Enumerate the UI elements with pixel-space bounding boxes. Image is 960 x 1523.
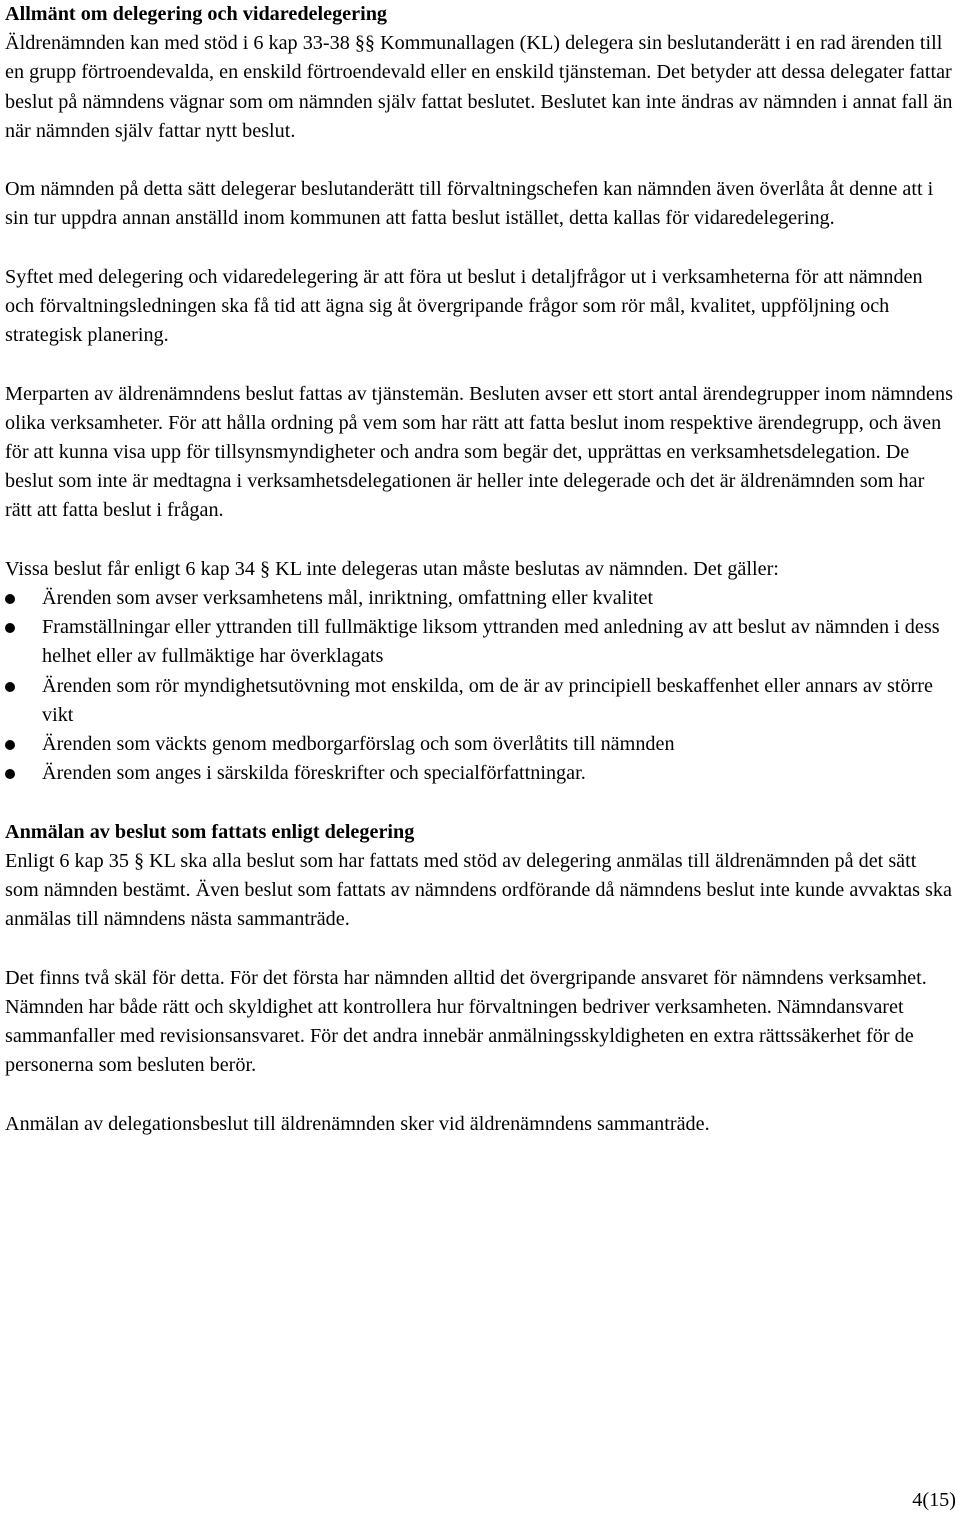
bullet-icon [5, 769, 15, 779]
section-heading-delegation: Allmänt om delegering och vidaredelegering [5, 3, 388, 25]
paragraph-syfte: Syftet med delegering och vidaredelegering är att föra ut beslut i detaljfrågor ut i verksamheterna för att nämnden och förvaltningsledningen ska få tid att ägna sig åt övergripande frågor som rör mål, kvalitet, uppföljning och strategisk planering. [5, 265, 923, 347]
bullet-icon [5, 623, 15, 633]
paragraph-enligt-kl: Enligt 6 kap 35 § KL ska alla beslut som har fattats med stöd av delegering anmälas till äldrenämnden på det sätt som nämnden bestämt. Även beslut som fattats av nämndens ordförande då nämndens beslut inte kunde avvaktas ska anmälas till nämndens nästa sammanträde. [5, 849, 952, 931]
list-item: Ärenden som rör myndighetsutövning mot enskilda, om de är av principiell beskaffenhet eller annars av större vikt [5, 672, 955, 730]
paragraph-tva-skal: Det finns två skäl för detta. För det första har nämnden alltid det övergripande ansvaret för nämndens verksamhet. Nämnden har både rätt och skyldighet att kontrollera hur förvaltningen bedriver verksamheten. Nämndansvaret sammanfaller med revisionsansvaret. För det andra innebär anmälningsskyldigheten en extra rättssäkerhet för de personerna som besluten berör. [5, 966, 927, 1077]
list-item: Ärenden som väckts genom medborgarförslag och som överlåtits till nämnden [5, 730, 955, 759]
bullet-icon [5, 740, 15, 750]
document-page [5, 0, 955, 1168]
bullet-icon [5, 682, 15, 692]
bullet-icon [5, 594, 15, 604]
paragraph-anmalan-sammantrade: Anmälan av delegationsbeslut till äldrenämnden sker vid äldrenämndens sammanträde. [5, 1112, 710, 1135]
page-number: 4(15) [912, 1489, 956, 1511]
bullet-list-non-delegable [5, 584, 955, 788]
list-item: Ärenden som avser verksamhetens mål, inriktning, omfattning eller kvalitet [5, 584, 955, 613]
paragraph-vissa-beslut: Vissa beslut får enligt 6 kap 34 § KL inte delegeras utan måste beslutas av nämnden. Det gäller: [5, 557, 779, 580]
list-item: Ärenden som anges i särskilda föreskrifter och specialförfattningar. [5, 759, 955, 788]
paragraph-vidaredelegering: Om nämnden på detta sätt delegerar beslutanderätt till förvaltningschefen kan nämnden även överlåta åt denne att i sin tur uppdra annan anställd inom kommunen att fatta beslut istället, detta kallas för vidaredelegering. [5, 178, 934, 230]
paragraph-merparten: Merparten av äldrenämndens beslut fattas av tjänstemän. Besluten avser ett stort antal ärendegrupper inom nämndens olika verksamheter. För att hålla ordning på vem som har rätt att fatta beslut inom respektive ärendegrupp, och även för att kunna visa upp för tillsynsmyndigheter och andra som begär det, upprättas en verksamhetsdelegation. De beslut som inte är medtagna i verksamhetsdelegationen är heller inte delegerade och det är äldrenämnden som har rätt att fatta beslut i frågan. [5, 382, 953, 522]
section-heading-anmalan: Anmälan av beslut som fattats enligt delegering [5, 820, 415, 843]
paragraph-intro: Äldrenämnden kan med stöd i 6 kap 33-38 §§ Kommunallagen (KL) delegera sin beslutanderätt i en rad ärenden till en grupp förtroendevalda, en enskild förtroendevald eller en enskild tjänsteman. Det betyder att dessa delegater fattar beslut på nämndens vägnar som om nämnden själv fattat beslutet. Beslutet kan inte ändras av nämnden i annat fall än när nämnden själv fattar nytt beslut. [5, 32, 953, 142]
list-item: Framställningar eller yttranden till fullmäktige liksom yttranden med anledning av att beslut av nämnden i dess helhet eller av fullmäktige har överklagats [5, 613, 955, 671]
